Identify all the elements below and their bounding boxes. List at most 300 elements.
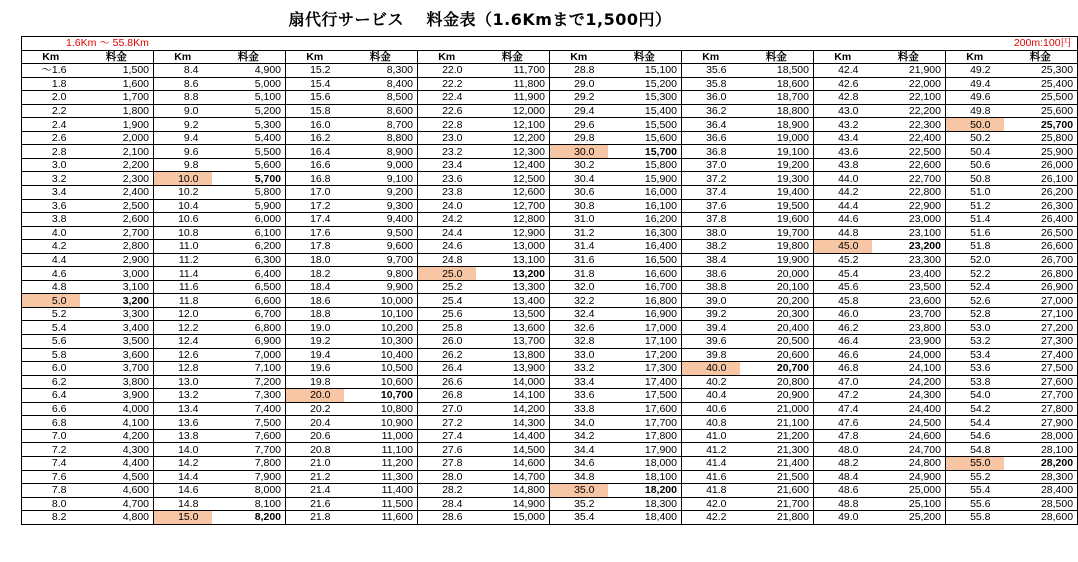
price-cell: 25,200 — [872, 511, 946, 525]
price-cell: 2,400 — [80, 186, 154, 200]
km-cell: 44.8 — [814, 226, 872, 240]
price-cell: 9,300 — [344, 199, 418, 213]
price-cell: 20,900 — [740, 389, 814, 403]
km-cell: 54.8 — [946, 443, 1004, 457]
price-cell: 12,400 — [476, 158, 550, 172]
table-row — [22, 294, 1078, 308]
km-cell: 54.6 — [946, 429, 1004, 443]
km-cell: 38.6 — [682, 267, 740, 281]
km-cell: 17.2 — [286, 199, 344, 213]
table-row — [22, 267, 1078, 281]
km-column-header: Km — [418, 50, 476, 64]
km-cell: 4.0 — [22, 226, 80, 240]
price-cell: 18,600 — [740, 77, 814, 91]
price-cell: 23,000 — [872, 213, 946, 227]
km-cell: 55.6 — [946, 497, 1004, 511]
km-cell: 17.0 — [286, 186, 344, 200]
km-cell: 15.0 — [154, 511, 212, 525]
km-cell: 30.2 — [550, 158, 608, 172]
table-row — [22, 104, 1078, 118]
km-cell: 16.6 — [286, 158, 344, 172]
km-cell: 27.0 — [418, 402, 476, 416]
price-cell: 6,700 — [212, 307, 286, 321]
price-cell: 3,500 — [80, 335, 154, 349]
table-row — [22, 131, 1078, 145]
price-cell: 10,000 — [344, 294, 418, 308]
km-cell: 43.6 — [814, 145, 872, 159]
price-cell: 1,700 — [80, 91, 154, 105]
km-cell: 45.8 — [814, 294, 872, 308]
km-cell: 18.6 — [286, 294, 344, 308]
km-cell: 35.4 — [550, 511, 608, 525]
km-cell: 54.2 — [946, 402, 1004, 416]
price-cell: 9,200 — [344, 186, 418, 200]
table-row — [22, 375, 1078, 389]
price-cell: 26,900 — [1004, 280, 1078, 294]
price-cell: 9,600 — [344, 240, 418, 254]
price-cell: 26,300 — [1004, 199, 1078, 213]
price-cell: 23,800 — [872, 321, 946, 335]
km-cell: 47.4 — [814, 402, 872, 416]
km-cell: 47.2 — [814, 389, 872, 403]
price-cell: 25,800 — [1004, 131, 1078, 145]
km-cell: 48.2 — [814, 456, 872, 470]
km-cell: 5.0 — [22, 294, 80, 308]
price-cell: 19,700 — [740, 226, 814, 240]
price-cell: 25,600 — [1004, 104, 1078, 118]
price-cell: 27,800 — [1004, 402, 1078, 416]
price-cell: 8,300 — [344, 64, 418, 78]
km-cell: 49.4 — [946, 77, 1004, 91]
km-cell: 31.4 — [550, 240, 608, 254]
km-cell: 29.2 — [550, 91, 608, 105]
price-cell: 21,000 — [740, 402, 814, 416]
price-cell: 7,000 — [212, 348, 286, 362]
km-cell: 15.4 — [286, 77, 344, 91]
table-row — [22, 362, 1078, 376]
km-cell: 15.6 — [286, 91, 344, 105]
price-cell: 6,200 — [212, 240, 286, 254]
km-cell: 46.8 — [814, 362, 872, 376]
price-cell: 16,700 — [608, 280, 682, 294]
price-cell: 8,800 — [344, 131, 418, 145]
km-cell: 13.8 — [154, 429, 212, 443]
km-cell: 27.6 — [418, 443, 476, 457]
price-cell: 27,100 — [1004, 307, 1078, 321]
price-cell: 13,200 — [476, 267, 550, 281]
price-cell: 14,500 — [476, 443, 550, 457]
km-cell: 37.8 — [682, 213, 740, 227]
price-cell: 16,600 — [608, 267, 682, 281]
price-cell: 10,900 — [344, 416, 418, 430]
price-cell: 3,900 — [80, 389, 154, 403]
price-cell: 5,100 — [212, 91, 286, 105]
price-column-header: 料金 — [212, 50, 286, 64]
km-column-header: Km — [550, 50, 608, 64]
price-cell: 10,200 — [344, 321, 418, 335]
table-row — [22, 429, 1078, 443]
km-cell: 50.2 — [946, 131, 1004, 145]
km-cell: 41.0 — [682, 429, 740, 443]
km-cell: 12.4 — [154, 335, 212, 349]
km-cell: 19.8 — [286, 375, 344, 389]
price-cell: 12,000 — [476, 104, 550, 118]
price-cell: 14,000 — [476, 375, 550, 389]
price-cell: 8,200 — [212, 511, 286, 525]
price-cell: 18,900 — [740, 118, 814, 132]
km-cell: 7.8 — [22, 484, 80, 498]
km-cell: 33.4 — [550, 375, 608, 389]
km-cell: 51.4 — [946, 213, 1004, 227]
km-cell: 35.6 — [682, 64, 740, 78]
km-cell: 6.8 — [22, 416, 80, 430]
table-row — [22, 348, 1078, 362]
km-cell: 45.0 — [814, 240, 872, 254]
price-cell: 2,600 — [80, 213, 154, 227]
km-cell: 50.4 — [946, 145, 1004, 159]
price-cell: 25,300 — [1004, 64, 1078, 78]
price-cell: 5,500 — [212, 145, 286, 159]
price-column-header: 料金 — [344, 50, 418, 64]
km-cell: 28.2 — [418, 484, 476, 498]
km-cell: 26.8 — [418, 389, 476, 403]
price-cell: 14,100 — [476, 389, 550, 403]
km-cell: 29.4 — [550, 104, 608, 118]
price-cell: 8,500 — [344, 91, 418, 105]
km-cell: 55.4 — [946, 484, 1004, 498]
price-cell: 8,900 — [344, 145, 418, 159]
price-cell: 4,900 — [212, 64, 286, 78]
table-row — [22, 456, 1078, 470]
price-cell: 14,400 — [476, 429, 550, 443]
price-cell: 24,100 — [872, 362, 946, 376]
price-cell: 18,800 — [740, 104, 814, 118]
km-cell: 19.4 — [286, 348, 344, 362]
price-cell: 18,200 — [608, 484, 682, 498]
price-cell: 4,000 — [80, 402, 154, 416]
km-cell: 8.0 — [22, 497, 80, 511]
price-cell: 5,700 — [212, 172, 286, 186]
price-cell: 25,000 — [872, 484, 946, 498]
km-cell: 5.2 — [22, 307, 80, 321]
table-row — [22, 213, 1078, 227]
price-cell: 6,100 — [212, 226, 286, 240]
price-cell: 13,700 — [476, 335, 550, 349]
km-cell: 24.6 — [418, 240, 476, 254]
km-cell: 27.8 — [418, 456, 476, 470]
km-cell: 50.6 — [946, 158, 1004, 172]
price-cell: 10,300 — [344, 335, 418, 349]
km-cell: 18.4 — [286, 280, 344, 294]
km-cell: 52.0 — [946, 253, 1004, 267]
price-cell: 12,500 — [476, 172, 550, 186]
price-cell: 16,900 — [608, 307, 682, 321]
price-cell: 21,100 — [740, 416, 814, 430]
price-cell: 2,700 — [80, 226, 154, 240]
km-cell: 49.8 — [946, 104, 1004, 118]
price-cell: 11,100 — [344, 443, 418, 457]
km-cell: 40.0 — [682, 362, 740, 376]
km-cell: 18.2 — [286, 267, 344, 281]
km-cell: 30.6 — [550, 186, 608, 200]
km-cell: 23.8 — [418, 186, 476, 200]
price-cell: 26,600 — [1004, 240, 1078, 254]
price-cell: 17,400 — [608, 375, 682, 389]
km-cell: 23.0 — [418, 131, 476, 145]
price-cell: 22,600 — [872, 158, 946, 172]
table-row — [22, 145, 1078, 159]
km-cell: 43.8 — [814, 158, 872, 172]
km-cell: 15.2 — [286, 64, 344, 78]
km-cell: 49.0 — [814, 511, 872, 525]
price-cell: 23,500 — [872, 280, 946, 294]
km-cell: 50.0 — [946, 118, 1004, 132]
price-cell: 12,800 — [476, 213, 550, 227]
price-cell: 4,800 — [80, 511, 154, 525]
km-cell: 28.0 — [418, 470, 476, 484]
km-cell: 9.4 — [154, 131, 212, 145]
price-cell: 14,800 — [476, 484, 550, 498]
km-cell: 6.2 — [22, 375, 80, 389]
price-cell: 27,300 — [1004, 335, 1078, 349]
km-column-header: Km — [286, 50, 344, 64]
km-cell: 38.2 — [682, 240, 740, 254]
km-cell: 28.4 — [418, 497, 476, 511]
price-cell: 19,400 — [740, 186, 814, 200]
price-cell: 5,600 — [212, 158, 286, 172]
price-cell: 15,100 — [608, 64, 682, 78]
price-cell: 27,700 — [1004, 389, 1078, 403]
price-cell: 9,000 — [344, 158, 418, 172]
km-cell: 25.4 — [418, 294, 476, 308]
km-cell: 13.2 — [154, 389, 212, 403]
km-cell: 26.4 — [418, 362, 476, 376]
price-cell: 19,500 — [740, 199, 814, 213]
price-cell: 9,400 — [344, 213, 418, 227]
price-cell: 24,700 — [872, 443, 946, 457]
km-cell: 43.2 — [814, 118, 872, 132]
price-cell: 12,700 — [476, 199, 550, 213]
km-cell: 22.4 — [418, 91, 476, 105]
km-cell: 27.2 — [418, 416, 476, 430]
km-cell: 26.0 — [418, 335, 476, 349]
km-cell: 4.2 — [22, 240, 80, 254]
price-cell: 16,500 — [608, 253, 682, 267]
price-cell: 21,200 — [740, 429, 814, 443]
price-cell: 22,100 — [872, 91, 946, 105]
price-cell: 17,800 — [608, 429, 682, 443]
price-cell: 5,200 — [212, 104, 286, 118]
price-cell: 7,800 — [212, 456, 286, 470]
km-cell: 7.2 — [22, 443, 80, 457]
km-cell: 49.6 — [946, 91, 1004, 105]
km-cell: 46.2 — [814, 321, 872, 335]
km-cell: 17.6 — [286, 226, 344, 240]
price-cell: 19,300 — [740, 172, 814, 186]
price-cell: 17,900 — [608, 443, 682, 457]
table-row — [22, 416, 1078, 430]
price-cell: 17,200 — [608, 348, 682, 362]
price-cell: 18,700 — [740, 91, 814, 105]
price-cell: 11,500 — [344, 497, 418, 511]
price-cell: 14,300 — [476, 416, 550, 430]
price-column-header: 料金 — [608, 50, 682, 64]
price-cell: 27,900 — [1004, 416, 1078, 430]
km-cell: 29.0 — [550, 77, 608, 91]
price-cell: 23,600 — [872, 294, 946, 308]
km-column-header: Km — [22, 50, 80, 64]
km-cell: 53.0 — [946, 321, 1004, 335]
price-cell: 11,900 — [476, 91, 550, 105]
price-cell: 15,800 — [608, 158, 682, 172]
km-cell: 14.6 — [154, 484, 212, 498]
km-cell: 40.8 — [682, 416, 740, 430]
price-column-header: 料金 — [1004, 50, 1078, 64]
price-cell: 11,600 — [344, 511, 418, 525]
table-row — [22, 443, 1078, 457]
km-cell: 33.2 — [550, 362, 608, 376]
price-cell: 18,000 — [608, 456, 682, 470]
price-cell: 21,700 — [740, 497, 814, 511]
price-cell: 7,500 — [212, 416, 286, 430]
table-row — [22, 402, 1078, 416]
km-cell: 52.4 — [946, 280, 1004, 294]
price-cell: 12,300 — [476, 145, 550, 159]
km-cell: 25.2 — [418, 280, 476, 294]
km-cell: 51.2 — [946, 199, 1004, 213]
km-cell: 30.0 — [550, 145, 608, 159]
km-column-header: Km — [682, 50, 740, 64]
price-cell: 9,800 — [344, 267, 418, 281]
km-cell: 2.2 — [22, 104, 80, 118]
km-cell: 4.6 — [22, 267, 80, 281]
price-cell: 11,000 — [344, 429, 418, 443]
table-row — [22, 91, 1078, 105]
price-cell: 22,300 — [872, 118, 946, 132]
table-row — [22, 389, 1078, 403]
price-cell: 10,100 — [344, 307, 418, 321]
price-column-header: 料金 — [740, 50, 814, 64]
price-cell: 1,800 — [80, 104, 154, 118]
km-cell: 49.2 — [946, 64, 1004, 78]
price-cell: 4,700 — [80, 497, 154, 511]
km-cell: 22.2 — [418, 77, 476, 91]
price-cell: 24,900 — [872, 470, 946, 484]
km-cell: 14.4 — [154, 470, 212, 484]
price-cell: 27,000 — [1004, 294, 1078, 308]
price-cell: 20,000 — [740, 267, 814, 281]
price-cell: 26,400 — [1004, 213, 1078, 227]
price-cell: 20,800 — [740, 375, 814, 389]
price-cell: 16,100 — [608, 199, 682, 213]
price-cell: 2,100 — [80, 145, 154, 159]
km-column-header: Km — [946, 50, 1004, 64]
price-cell: 24,400 — [872, 402, 946, 416]
price-cell: 13,300 — [476, 280, 550, 294]
table-row — [22, 199, 1078, 213]
table-row — [22, 484, 1078, 498]
km-cell: 2.6 — [22, 131, 80, 145]
km-cell: 16.2 — [286, 131, 344, 145]
unit-note: 200m:100円 — [1013, 37, 1072, 50]
km-cell: 36.0 — [682, 91, 740, 105]
price-cell: 24,800 — [872, 456, 946, 470]
price-cell: 1,500 — [80, 64, 154, 78]
price-cell: 13,900 — [476, 362, 550, 376]
price-cell: 7,100 — [212, 362, 286, 376]
price-cell: 22,700 — [872, 172, 946, 186]
price-cell: 4,400 — [80, 456, 154, 470]
km-cell: 23.4 — [418, 158, 476, 172]
price-cell: 7,200 — [212, 375, 286, 389]
km-cell: 55.2 — [946, 470, 1004, 484]
km-cell: 20.2 — [286, 402, 344, 416]
km-cell: 42.4 — [814, 64, 872, 78]
price-cell: 25,400 — [1004, 77, 1078, 91]
km-cell: 30.8 — [550, 199, 608, 213]
km-cell: 11.2 — [154, 253, 212, 267]
km-cell: 21.8 — [286, 511, 344, 525]
price-cell: 13,500 — [476, 307, 550, 321]
price-cell: 9,900 — [344, 280, 418, 294]
km-cell: 46.4 — [814, 335, 872, 349]
km-cell: 40.4 — [682, 389, 740, 403]
km-cell: 53.6 — [946, 362, 1004, 376]
km-cell: 22.8 — [418, 118, 476, 132]
km-cell: 12.8 — [154, 362, 212, 376]
km-column-header: Km — [814, 50, 872, 64]
price-cell: 1,900 — [80, 118, 154, 132]
price-cell: 15,700 — [608, 145, 682, 159]
km-cell: 39.6 — [682, 335, 740, 349]
km-cell: 23.6 — [418, 172, 476, 186]
km-cell: 11.0 — [154, 240, 212, 254]
km-cell: 48.0 — [814, 443, 872, 457]
price-cell: 26,700 — [1004, 253, 1078, 267]
km-cell: 54.0 — [946, 389, 1004, 403]
km-cell: 34.2 — [550, 429, 608, 443]
km-cell: 33.8 — [550, 402, 608, 416]
km-cell: 7.4 — [22, 456, 80, 470]
km-cell: 48.8 — [814, 497, 872, 511]
price-cell: 9,700 — [344, 253, 418, 267]
price-cell: 22,900 — [872, 199, 946, 213]
km-cell: 12.0 — [154, 307, 212, 321]
price-cell: 23,300 — [872, 253, 946, 267]
price-cell: 7,400 — [212, 402, 286, 416]
km-cell: 41.6 — [682, 470, 740, 484]
price-cell: 28,100 — [1004, 443, 1078, 457]
km-cell: 32.0 — [550, 280, 608, 294]
price-cell: 14,600 — [476, 456, 550, 470]
price-cell: 17,000 — [608, 321, 682, 335]
price-cell: 14,700 — [476, 470, 550, 484]
price-cell: 27,500 — [1004, 362, 1078, 376]
km-cell: 10.6 — [154, 213, 212, 227]
km-cell: 39.2 — [682, 307, 740, 321]
price-cell: 12,100 — [476, 118, 550, 132]
price-cell: 8,000 — [212, 484, 286, 498]
price-cell: 3,700 — [80, 362, 154, 376]
price-cell: 22,800 — [872, 186, 946, 200]
price-cell: 28,500 — [1004, 497, 1078, 511]
price-cell: 17,500 — [608, 389, 682, 403]
table-row — [22, 226, 1078, 240]
km-cell: 53.4 — [946, 348, 1004, 362]
price-cell: 16,200 — [608, 213, 682, 227]
price-cell: 5,400 — [212, 131, 286, 145]
price-cell: 16,800 — [608, 294, 682, 308]
